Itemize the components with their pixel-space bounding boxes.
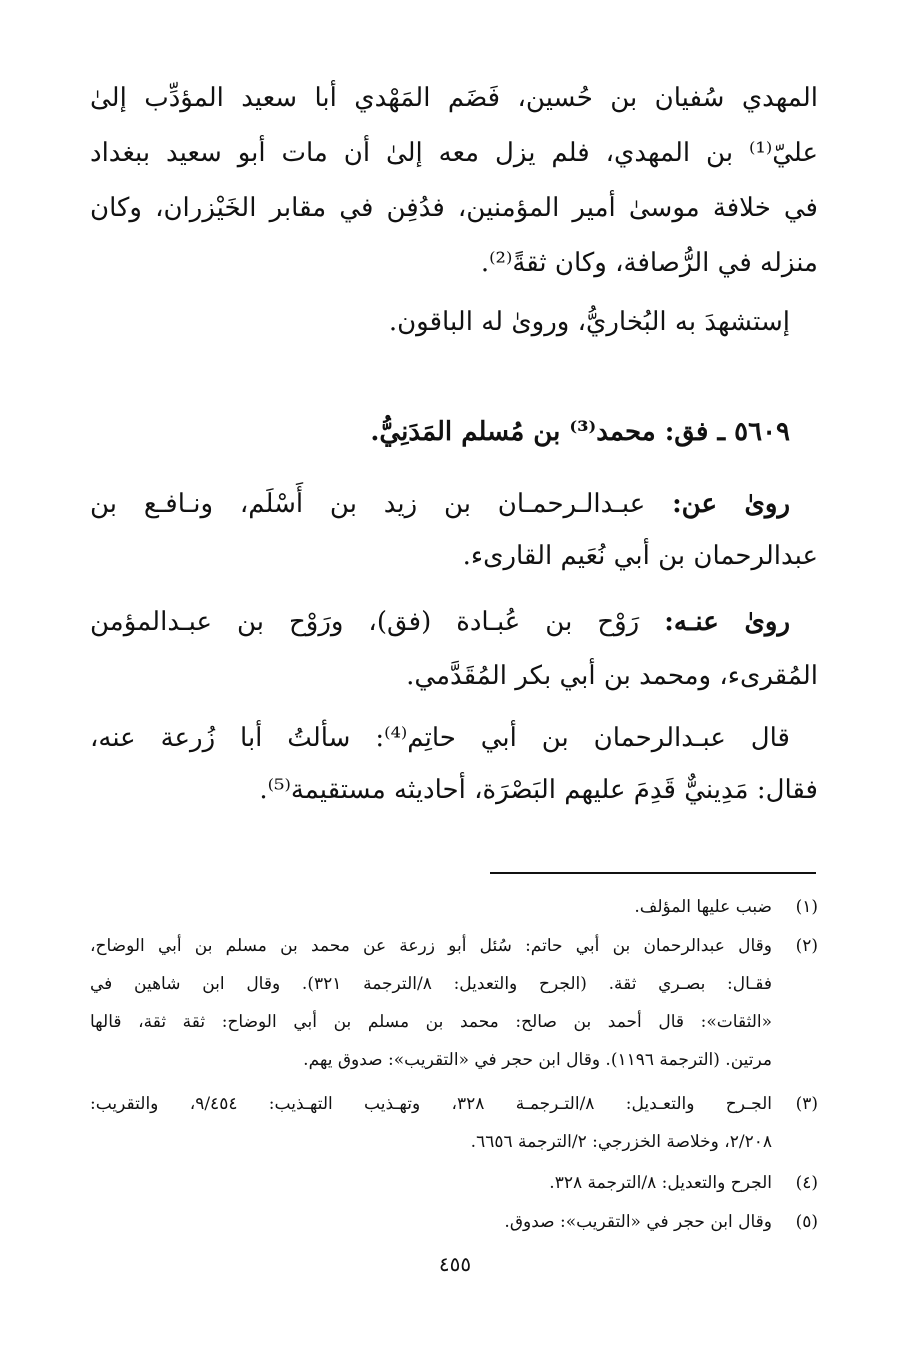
footnote-3-line-2: ٢/٢٠٨، وخلاصة الخزرجي: ٢/الترجمة ٦٦٥٦.: [470, 1132, 772, 1152]
footnote-number-4: (٤): [795, 1173, 818, 1193]
entry-heading: ٥٦٠٩ ـ فق: محمد⁽³⁾ بن مُسلم المَدَنِيُّ.: [370, 417, 790, 447]
footnote-number-5: (٥): [795, 1212, 818, 1232]
footnote-number-3: (٣): [795, 1094, 818, 1114]
page-number: ٤٥٥: [438, 1252, 472, 1276]
rawa-anhu-label: رویٰ عنـه:: [664, 607, 790, 637]
qala-line-2: فقال: مَدِينيٌّ قَدِمَ عليهم البَصْرَة، أحاديثه مستقيمة⁽⁵⁾.: [259, 775, 818, 805]
footnote-2-line-4: مرتين. (الترجمة ١١٩٦). وقال ابن حجر في «التقريب»: صدوق يهم.: [303, 1050, 772, 1070]
footnote-1-line-1: ضبب عليها المؤلف.: [634, 897, 772, 917]
footnote-5-line-1: وقال ابن حجر في «التقريب»: صدوق.: [504, 1212, 772, 1232]
rawa-an-line-2: عبدالرحمان بن أبي نُعَيم القارىء.: [462, 541, 818, 571]
footnote-separator: [490, 872, 816, 874]
body-line-2: عليّ⁽¹⁾ بن المهدي، فلم يزل معه إلىٰ أن مات أبو سعيد ببغداد: [90, 138, 818, 168]
footnote-number-2: (٢): [795, 936, 818, 956]
footnote-2-line-3: «الثقات»: قال أحمد بن صالح: محمد بن مسلم بن أبي الوضاح: ثقة ثقة، قالها: [90, 1012, 773, 1032]
rawa-anhu-line-2: المُقرىء، ومحمد بن أبي بكر المُقَدَّمي.: [406, 661, 818, 691]
body-line-4: منزله في الرُّصافة، وكان ثقةً⁽²⁾.: [480, 248, 818, 278]
rawa-an-label: رویٰ عن:: [672, 489, 791, 519]
footnote-number-1: (١): [795, 897, 818, 917]
footnote-2-line-1: وقال عبدالرحمان بن أبي حاتم: سُئل أبو زرعة عن محمد بن مسلم بن أبي الوضاح،: [90, 936, 772, 956]
footnote-2-line-2: فقـال: بصـري ثقة. (الجرح والتعديل: ٨/الترجمة ٣٢١). وقال ابن شاهين في: [90, 974, 772, 994]
rawa-an-line-1: [90, 484, 790, 524]
footnote-3-line-1: الجـرح والتعـديل: ٨/التـرجمـة ٣٢٨، وتهـذيب التهـذيب: ٩/٤٥٤، والتقريب:: [90, 1094, 772, 1114]
footnote-4-line-1: الجرح والتعديل: ٨/الترجمة ٣٢٨.: [549, 1173, 772, 1193]
qala-line-1: قال عبـدالرحمان بن أبي حاتِم⁽⁴⁾: سألتُ أبا زُرعة عنه،: [90, 723, 790, 753]
body-line-1: المهدي سُفيان بن حُسين، فَضَم المَهْدي أبا سعيد المؤدِّب إلىٰ: [90, 83, 818, 113]
body-line-3: في خلافة موسىٰ أمير المؤمنين، فدُفِن في مقابر الخَيْزران، وكان: [90, 193, 818, 223]
body-line-5: إستشهدَ به البُخاريُّ، ورویٰ له الباقون.: [388, 307, 790, 337]
rawa-anhu-line-1: [90, 602, 790, 642]
rawa-an-text-1: عبـدالـرحمـان بن زيد بن أَسْلَم، ونـافـع بن: [90, 489, 646, 519]
rawa-anhu-text-1: رَوْح بن عُبـادة (فق)، ورَوْح بن عبـدالمؤمن: [90, 607, 640, 637]
